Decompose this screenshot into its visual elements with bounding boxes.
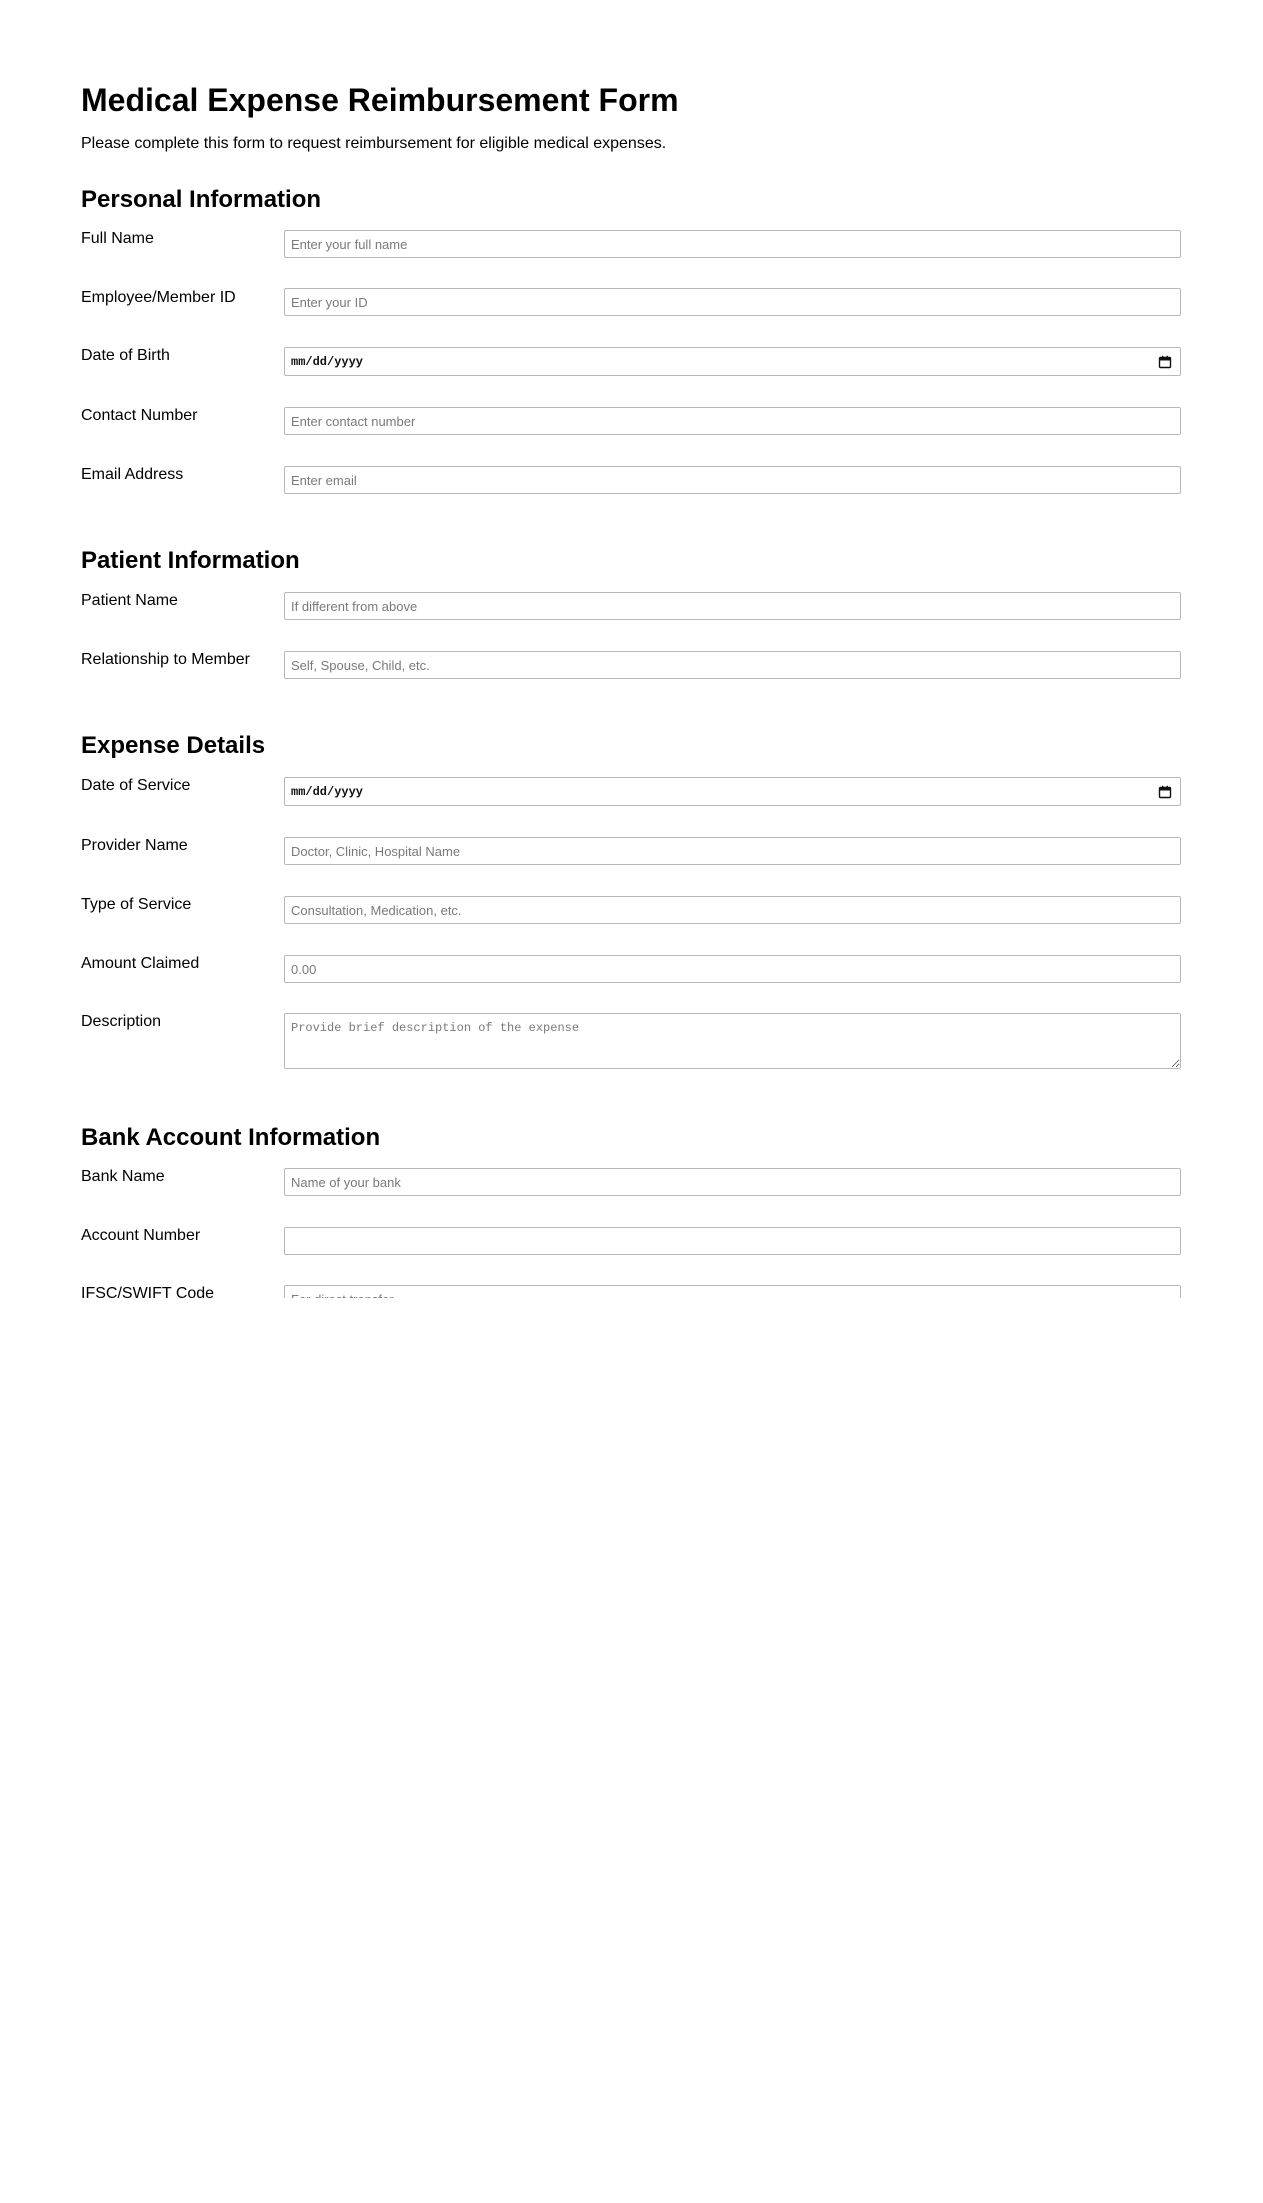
provider-name-input[interactable] — [284, 837, 1181, 865]
member-id-input[interactable] — [284, 288, 1181, 316]
section-heading-bank: Bank Account Information — [81, 1124, 381, 1151]
description-label: Description — [81, 1013, 162, 1030]
bank-name-label: Bank Name — [81, 1168, 165, 1185]
service-date-input[interactable] — [284, 777, 1181, 806]
amount-claimed-input[interactable] — [284, 955, 1181, 983]
section-heading-personal: Personal Information — [81, 186, 322, 213]
contact-number-label: Contact Number — [81, 407, 198, 424]
calendar-icon[interactable] — [1158, 355, 1172, 369]
service-date-label: Date of Service — [81, 777, 191, 794]
ifsc-code-input[interactable] — [284, 1285, 1181, 1298]
form-intro: Please complete this form to request reimbursement for eligible medical expenses. — [81, 135, 667, 152]
service-type-label: Type of Service — [81, 896, 192, 913]
service-type-input[interactable] — [284, 896, 1181, 924]
section-heading-patient: Patient Information — [81, 547, 300, 574]
contact-number-input[interactable] — [284, 407, 1181, 435]
full-name-label: Full Name — [81, 230, 154, 247]
ifsc-code-label: IFSC/SWIFT Code — [81, 1285, 215, 1298]
relationship-input[interactable] — [284, 651, 1181, 679]
dob-label: Date of Birth — [81, 347, 170, 364]
account-number-label: Account Number — [81, 1227, 201, 1244]
provider-name-label: Provider Name — [81, 837, 188, 854]
account-number-input[interactable] — [284, 1227, 1181, 1255]
amount-claimed-label: Amount Claimed — [81, 955, 200, 972]
member-id-label: Employee/Member ID — [81, 289, 236, 306]
email-label: Email Address — [81, 466, 184, 483]
relationship-label: Relationship to Member — [81, 651, 250, 668]
email-input[interactable] — [284, 466, 1181, 494]
page-title: Medical Expense Reimbursement Form — [81, 82, 679, 118]
dob-date-input[interactable] — [284, 347, 1181, 376]
full-name-input[interactable] — [284, 230, 1181, 258]
bank-name-input[interactable] — [284, 1168, 1181, 1196]
description-textarea[interactable] — [284, 1013, 1181, 1069]
service-date-text: mm/dd/yyyy — [291, 784, 364, 799]
patient-name-input[interactable] — [284, 592, 1181, 620]
patient-name-label: Patient Name — [81, 592, 178, 609]
section-heading-expense: Expense Details — [81, 732, 266, 759]
dob-date-text: mm/dd/yyyy — [291, 354, 364, 369]
calendar-icon[interactable] — [1158, 785, 1172, 799]
